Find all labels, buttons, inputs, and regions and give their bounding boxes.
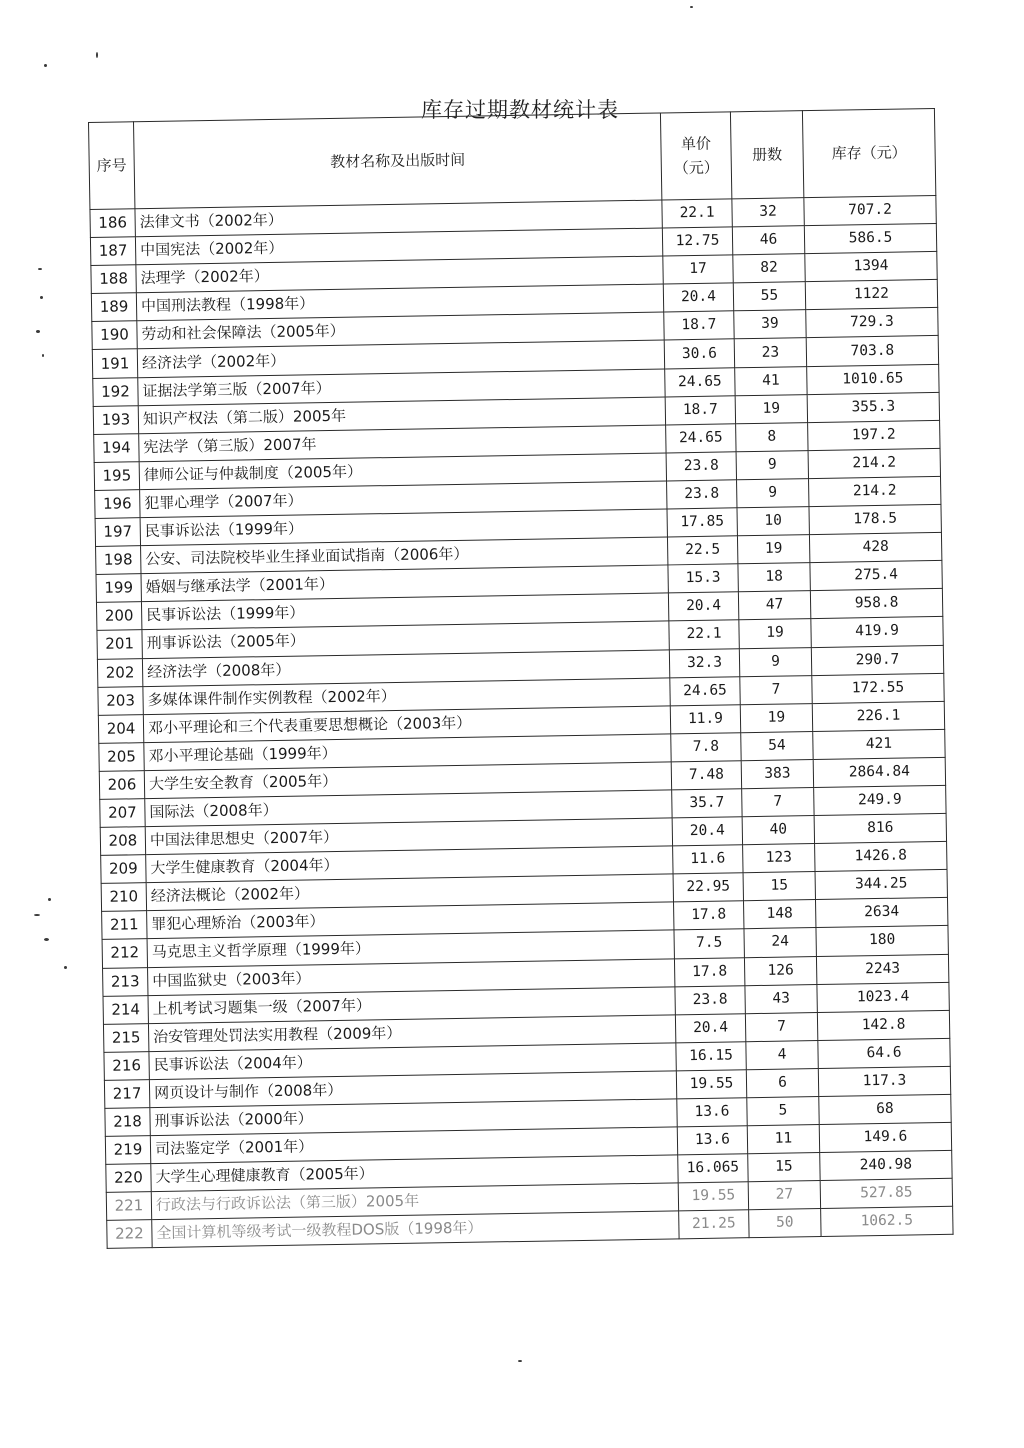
- table-body: [90, 195, 953, 1248]
- row-seq: 197: [95, 518, 140, 547]
- row-name: 民事诉讼法（1999年）: [141, 593, 668, 630]
- row-count: 123: [743, 844, 815, 873]
- row-price: 16.065: [678, 1154, 748, 1183]
- row-stock: 249.9: [814, 785, 946, 815]
- row-name: 经济法学（2008年）: [142, 649, 669, 686]
- scan-speck: [42, 354, 44, 357]
- row-stock: 2864.84: [813, 757, 945, 787]
- row-seq: 213: [103, 967, 148, 996]
- row-stock: 1010.65: [807, 364, 939, 394]
- row-name: 知识产权法（第二版）2005年: [138, 397, 665, 434]
- row-stock: 214.2: [809, 476, 941, 506]
- row-name: 大学生心理健康教育（2005年）: [151, 1155, 678, 1192]
- row-seq: 216: [104, 1051, 149, 1080]
- row-count: 6: [746, 1068, 818, 1097]
- row-price: 12.75: [662, 227, 732, 256]
- row-name: 刑事诉讼法（2000年）: [150, 1099, 677, 1136]
- row-price: 18.7: [665, 395, 735, 424]
- row-seq: 221: [106, 1192, 151, 1221]
- header-price-unit: （元）: [673, 158, 719, 178]
- row-count: 9: [737, 479, 809, 508]
- row-price: 24.65: [670, 676, 740, 705]
- row-stock: 419.9: [811, 617, 943, 647]
- table-header-row: [89, 108, 936, 209]
- row-price: 35.7: [672, 789, 742, 818]
- row-count: 8: [736, 422, 808, 451]
- row-name: 大学生健康教育（2004年）: [146, 846, 673, 883]
- row-count: 5: [747, 1097, 819, 1126]
- row-count: 18: [738, 563, 810, 592]
- row-seq: 202: [97, 658, 142, 687]
- row-count: 39: [734, 310, 806, 339]
- row-seq: 217: [104, 1080, 149, 1109]
- row-stock: 64.6: [818, 1038, 950, 1068]
- row-seq: 205: [99, 742, 144, 771]
- row-seq: 209: [101, 855, 146, 884]
- row-stock: 226.1: [812, 701, 944, 731]
- row-price: 22.1: [662, 199, 732, 228]
- row-price: 20.4: [675, 1013, 745, 1042]
- row-name: 中国宪法（2002年）: [135, 228, 662, 265]
- row-stock: 729.3: [806, 308, 938, 338]
- row-seq: 220: [106, 1164, 151, 1193]
- row-stock: 1023.4: [817, 982, 949, 1012]
- scan-speck: [40, 296, 43, 299]
- header-stock: 库存（元）: [802, 108, 935, 197]
- row-name: 婚姻与继承法学（2001年）: [141, 565, 668, 602]
- row-name: 网页设计与制作（2008年）: [149, 1071, 676, 1108]
- row-seq: 219: [105, 1136, 150, 1165]
- row-price: 7.5: [674, 929, 744, 958]
- row-count: 82: [733, 254, 805, 283]
- row-price: 7.8: [671, 733, 741, 762]
- row-price: 13.6: [677, 1126, 747, 1155]
- row-count: 46: [732, 226, 804, 255]
- row-stock: 1394: [805, 252, 937, 282]
- row-name: 证据法学第三版（2007年）: [138, 369, 665, 406]
- row-count: 15: [748, 1153, 820, 1182]
- row-name: 国际法（2008年）: [145, 790, 672, 827]
- row-count: 9: [736, 450, 808, 479]
- row-stock: 149.6: [819, 1122, 951, 1152]
- scan-speck: [44, 64, 47, 67]
- row-count: 19: [737, 535, 809, 564]
- row-count: 43: [745, 984, 817, 1013]
- row-seq: 207: [100, 799, 145, 828]
- row-stock: 958.8: [810, 589, 942, 619]
- row-count: 27: [748, 1181, 820, 1210]
- row-name: 多媒体课件制作实例教程（2002年）: [143, 678, 670, 715]
- row-stock: 703.8: [806, 336, 938, 366]
- row-name: 民事诉讼法（1999年）: [140, 509, 667, 546]
- row-name: 法理学（2002年）: [136, 256, 663, 293]
- row-count: 126: [744, 956, 816, 985]
- row-stock: 355.3: [807, 392, 939, 422]
- row-name: 上机考试习题集一级（2007年）: [148, 987, 675, 1024]
- row-price: 11.6: [673, 845, 743, 874]
- document-title: 库存过期教材统计表: [421, 98, 619, 122]
- row-price: 17.8: [674, 957, 744, 986]
- scan-speck: [44, 938, 49, 941]
- scan-speck: [64, 966, 67, 969]
- row-stock: 117.3: [818, 1066, 950, 1096]
- scan-speck: [96, 52, 98, 58]
- header-price-label: 单价: [680, 134, 712, 154]
- row-seq: 211: [102, 911, 147, 940]
- row-price: 23.8: [667, 480, 737, 509]
- header-name: 教材名称及出版时间: [134, 113, 662, 209]
- row-seq: 187: [90, 237, 135, 266]
- row-seq: 200: [96, 602, 141, 631]
- row-name: 大学生安全教育（2005年）: [144, 762, 671, 799]
- row-count: 19: [735, 394, 807, 423]
- row-stock: 214.2: [808, 448, 940, 478]
- row-price: 18.7: [664, 311, 734, 340]
- row-stock: 1426.8: [815, 842, 947, 872]
- row-count: 23: [734, 338, 806, 367]
- row-count: 7: [742, 788, 814, 817]
- header-seq: 序号: [89, 122, 135, 210]
- row-seq: 195: [94, 462, 139, 491]
- row-count: 55: [733, 282, 805, 311]
- row-price: 19.55: [678, 1182, 748, 1211]
- row-price: 11.9: [670, 704, 740, 733]
- row-stock: 240.98: [820, 1151, 952, 1181]
- row-price: 21.25: [679, 1210, 749, 1239]
- header-price: [660, 112, 731, 200]
- row-count: 383: [741, 759, 813, 788]
- row-price: 15.3: [668, 564, 738, 593]
- row-stock: 527.85: [820, 1179, 952, 1209]
- scan-speck: [36, 330, 40, 333]
- row-price: 17: [663, 255, 733, 284]
- row-seq: 206: [99, 771, 144, 800]
- row-seq: 191: [92, 349, 137, 378]
- row-seq: 212: [102, 939, 147, 968]
- scan-speck: [690, 6, 693, 8]
- scan-speck: [518, 1360, 522, 1362]
- row-name: 马克思主义哲学原理（1999年）: [147, 930, 674, 967]
- row-stock: 172.55: [812, 673, 944, 703]
- row-seq: 192: [93, 377, 138, 406]
- row-price: 16.15: [676, 1042, 746, 1071]
- row-seq: 208: [100, 827, 145, 856]
- row-price: 13.6: [677, 1098, 747, 1127]
- row-seq: 198: [96, 546, 141, 575]
- row-count: 50: [749, 1209, 821, 1238]
- row-name: 宪法学（第三版）2007年: [139, 425, 666, 462]
- row-count: 47: [738, 591, 810, 620]
- row-count: 32: [732, 198, 804, 227]
- inventory-table: [88, 108, 954, 1249]
- row-name: 法律文书（2002年）: [135, 200, 662, 237]
- row-name: 行政法与行政诉讼法（第三版）2005年: [151, 1183, 678, 1220]
- row-count: 24: [744, 928, 816, 957]
- row-name: 经济法学（2002年）: [137, 340, 664, 377]
- row-price: 24.65: [665, 367, 735, 396]
- row-price: 17.8: [674, 901, 744, 930]
- row-count: 41: [735, 366, 807, 395]
- row-seq: 194: [94, 433, 139, 462]
- row-price: 20.4: [668, 592, 738, 621]
- row-stock: 180: [816, 926, 948, 956]
- row-name: 犯罪心理学（2007年）: [140, 481, 667, 518]
- row-price: 7.48: [671, 761, 741, 790]
- row-count: 40: [742, 816, 814, 845]
- row-price: 23.8: [666, 452, 736, 481]
- row-stock: 2243: [816, 954, 948, 984]
- row-name: 中国法律思想史（2007年）: [145, 818, 672, 855]
- inventory-table-wrapper: [88, 108, 953, 1249]
- row-seq: 186: [90, 209, 135, 238]
- row-seq: 190: [92, 321, 137, 350]
- row-stock: 197.2: [808, 420, 940, 450]
- row-seq: 203: [98, 686, 143, 715]
- row-stock: 275.4: [810, 561, 942, 591]
- row-seq: 193: [93, 405, 138, 434]
- row-stock: 707.2: [804, 195, 936, 225]
- row-seq: 215: [103, 1023, 148, 1052]
- scan-speck: [38, 268, 42, 270]
- row-name: 罪犯心理矫治（2003年）: [147, 902, 674, 939]
- row-price: 30.6: [664, 339, 734, 368]
- row-price: 23.8: [675, 985, 745, 1014]
- row-count: 7: [745, 1012, 817, 1041]
- row-seq: 214: [103, 995, 148, 1024]
- row-name: 公安、司法院校毕业生择业面试指南（2006年）: [141, 537, 668, 574]
- row-name: 治安管理处罚法实用教程（2009年）: [148, 1015, 675, 1052]
- row-stock: 178.5: [809, 504, 941, 534]
- row-price: 22.1: [669, 620, 739, 649]
- row-seq: 222: [107, 1220, 152, 1249]
- row-stock: 344.25: [815, 870, 947, 900]
- row-seq: 204: [98, 714, 143, 743]
- row-name: 邓小平理论基础（1999年）: [144, 734, 671, 771]
- row-seq: 201: [97, 630, 142, 659]
- row-stock: 428: [809, 533, 941, 563]
- row-count: 19: [740, 703, 812, 732]
- row-count: 54: [741, 731, 813, 760]
- row-name: 司法鉴定学（2001年）: [150, 1127, 677, 1164]
- row-price: 17.85: [667, 508, 737, 537]
- row-price: 19.55: [676, 1070, 746, 1099]
- row-count: 9: [739, 647, 811, 676]
- row-stock: 68: [819, 1094, 951, 1124]
- row-name: 刑事诉讼法（2005年）: [142, 621, 669, 658]
- row-price: 22.95: [673, 873, 743, 902]
- row-stock: 586.5: [804, 224, 936, 254]
- row-seq: 218: [105, 1108, 150, 1137]
- row-name: 劳动和社会保障法（2005年）: [137, 312, 664, 349]
- row-count: 11: [747, 1125, 819, 1154]
- row-seq: 199: [96, 574, 141, 603]
- row-seq: 189: [91, 293, 136, 322]
- row-stock: 2634: [815, 898, 947, 928]
- row-stock: 290.7: [811, 645, 943, 675]
- row-count: 10: [737, 507, 809, 536]
- row-price: 20.4: [672, 817, 742, 846]
- row-name: 全国计算机等级考试一级教程DOS版（1998年）: [152, 1211, 679, 1248]
- row-stock: 421: [813, 729, 945, 759]
- row-name: 邓小平理论和三个代表重要思想概论（2003年）: [143, 706, 670, 743]
- row-name: 中国刑法教程（1998年）: [136, 284, 663, 321]
- row-price: 24.65: [666, 424, 736, 453]
- row-price: 20.4: [663, 283, 733, 312]
- row-seq: 210: [101, 883, 146, 912]
- row-count: 4: [746, 1040, 818, 1069]
- row-seq: 188: [91, 265, 136, 294]
- row-count: 7: [740, 675, 812, 704]
- row-count: 15: [743, 872, 815, 901]
- row-price: 22.5: [667, 536, 737, 565]
- row-stock: 142.8: [817, 1010, 949, 1040]
- header-count: 册数: [730, 111, 803, 199]
- scan-speck: [34, 914, 40, 916]
- row-name: 民事诉讼法（2004年）: [149, 1043, 676, 1080]
- row-name: 律师公证与仲裁制度（2005年）: [139, 453, 666, 490]
- row-stock: 1062.5: [821, 1207, 953, 1237]
- scan-speck: [48, 898, 51, 901]
- row-seq: 196: [95, 490, 140, 519]
- row-count: 148: [744, 900, 816, 929]
- row-stock: 1122: [805, 280, 937, 310]
- row-stock: 816: [814, 813, 946, 843]
- row-count: 19: [739, 619, 811, 648]
- row-price: 32.3: [669, 648, 739, 677]
- row-name: 中国监狱史（2003年）: [148, 958, 675, 995]
- row-name: 经济法概论（2002年）: [146, 874, 673, 911]
